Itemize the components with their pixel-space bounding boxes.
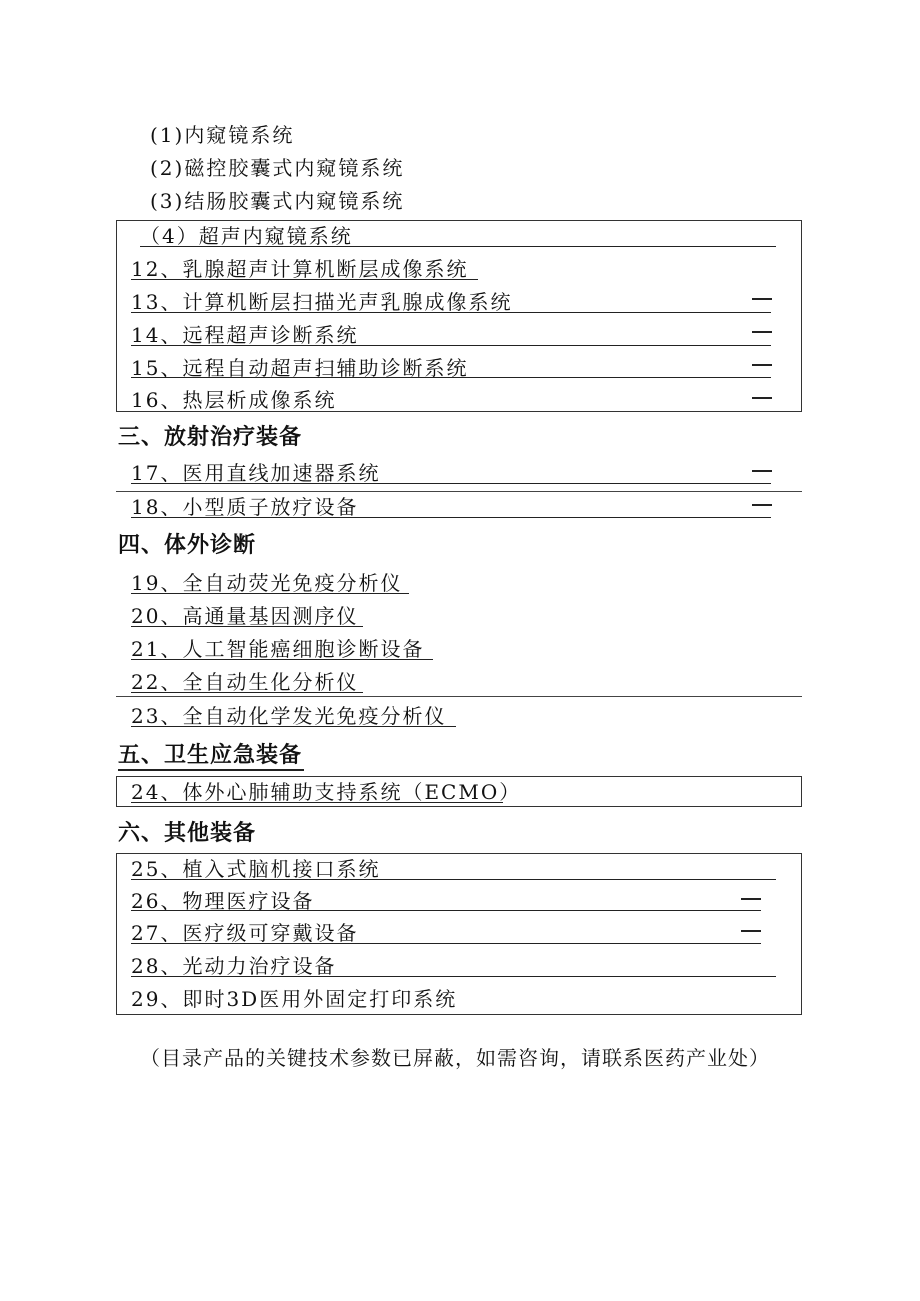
list-item: (2)磁控胶囊式内窥镜系统 xyxy=(150,156,405,180)
list-item: 24、体外心肺辅助支持系统（ECMO） xyxy=(131,780,522,804)
list-item: 13、计算机断层扫描光声乳腺成像系统 xyxy=(131,290,513,314)
list-item: 18、小型质子放疗设备 xyxy=(131,495,359,519)
list-item: 17、医用直线加速器系统 xyxy=(131,461,381,485)
section-heading: 四、体外诊断 xyxy=(118,533,257,558)
section-heading: 六、其他装备 xyxy=(118,821,257,846)
list-item: 14、远程超声诊断系统 xyxy=(131,323,359,347)
list-item: 27、医疗级可穿戴设备 xyxy=(131,921,359,945)
list-item: 26、物理医疗设备 xyxy=(131,889,315,913)
footnote: （目录产品的关键技术参数已屏蔽，如需咨询，请联系医药产业处） xyxy=(140,1046,770,1070)
list-item: 28、光动力治疗设备 xyxy=(131,954,337,978)
section-heading: 五、卫生应急装备 xyxy=(118,743,303,768)
list-item: 16、热层析成像系统 xyxy=(131,388,337,412)
list-item: (3)结肠胶囊式内窥镜系统 xyxy=(150,189,405,213)
list-item: 21、人工智能癌细胞诊断设备 xyxy=(131,637,425,661)
list-item: 12、乳腺超声计算机断层成像系统 xyxy=(131,257,469,281)
section-heading: 三、放射治疗装备 xyxy=(118,425,303,450)
list-item: 29、即时3D医用外固定打印系统 xyxy=(131,987,458,1011)
list-item: 23、全自动化学发光免疫分析仪 xyxy=(131,704,447,728)
list-item: (1)内窥镜系统 xyxy=(150,123,295,147)
list-item: （4）超声内窥镜系统 xyxy=(140,224,353,248)
list-item: 20、高通量基因测序仪 xyxy=(131,604,359,628)
list-item: 22、全自动生化分析仪 xyxy=(131,670,359,694)
list-item: 25、植入式脑机接口系统 xyxy=(131,857,381,881)
list-item: 15、远程自动超声扫辅助诊断系统 xyxy=(131,356,469,380)
list-item: 19、全自动荧光免疫分析仪 xyxy=(131,571,403,595)
